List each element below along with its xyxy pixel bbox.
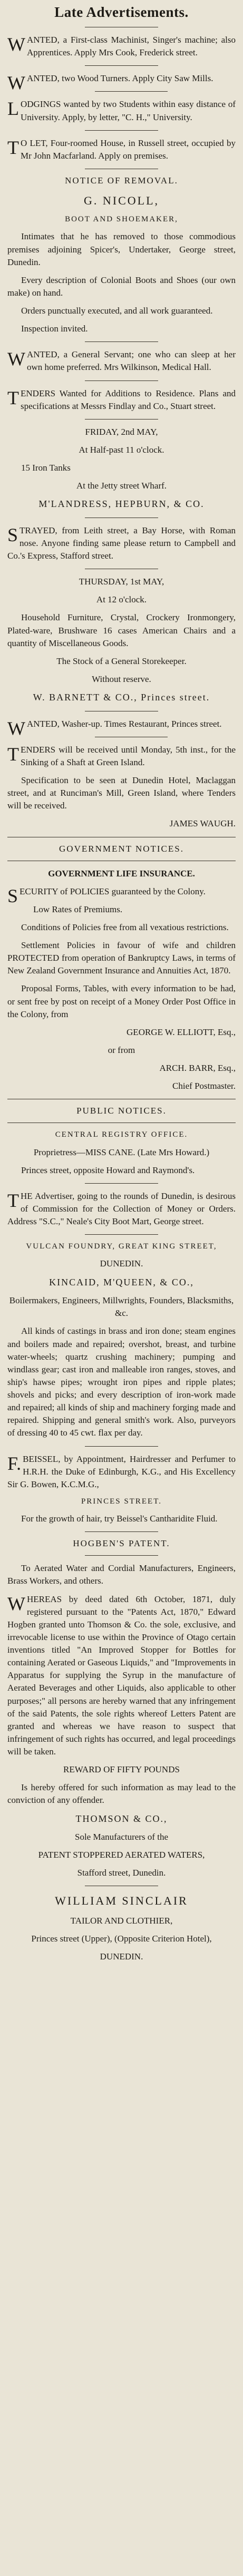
tenders-specification: Specification to be seen at Dunedin Hotel, Maclaggan street, and at Runciman's Mill, Green Island, where Tenders will be received. — [7, 775, 236, 811]
removal-orders: Orders punctually executed, and all work guaranteed. — [21, 306, 213, 316]
patent-address: Stafford street, Dunedin. — [77, 1868, 166, 1878]
tailor-place: DUNEDIN. — [100, 1951, 143, 1962]
patent-reward: REWARD OF FIFTY POUNDS — [63, 1764, 180, 1775]
registry-address: Princes street, opposite Howard and Raymond's. — [21, 1165, 195, 1175]
sale-location: At the Jetty street Wharf. — [76, 481, 167, 491]
foundry-services: All kinds of castings in brass and iron done; steam engines and boilers made and repaired; overshot, breast, and turbine water-wheels; quartz crushing machinery; pumping and windlass gear; cast iron and malleable iron ranges, stoves, and ship's hawse pipes; wrought iron pipes and ripple plates; shovels and picks; and every description of iron-work made and repaired; all kinds of ship and machinery forging made and repaired. Shipping and general smith's work. Also, purveyors of dressing 40 to 45 cwt. flax per day. — [7, 1326, 236, 1438]
registry-title: CENTRAL REGISTRY OFFICE. — [55, 1130, 188, 1139]
advertisement-column — [7, 4, 236, 1963]
divider — [85, 1555, 158, 1556]
tradesman-trade: BOOT AND SHOEMAKER, — [65, 215, 178, 224]
foundry-trades: Boilermakers, Engineers, Millwrights, Founders, Blacksmiths, &c. — [9, 1295, 234, 1319]
ad-lodgings: LODGINGS wanted by two Students within easy distance of University. Apply, by letter, "C. H.," University. — [7, 98, 236, 122]
tailor-name: WILLIAM SINCLAIR — [55, 1894, 188, 1908]
divider — [85, 1183, 158, 1184]
divider — [85, 1531, 158, 1532]
insurance-signature-2: ARCH. BARR, Esq., — [159, 1063, 236, 1073]
divider — [85, 1234, 158, 1235]
government-notices-heading: GOVERNMENT NOTICES. — [59, 843, 184, 854]
tradesman-name: G. NICOLL, — [83, 193, 160, 207]
insurance-conditions: Conditions of Policies free from all vexatious restrictions. — [21, 922, 229, 932]
patent-heading: HOGBEN'S PATENT. — [73, 1538, 170, 1549]
ad-strayed-horse: STRAYED, from Leith street, a Bay Horse, with Roman nose. Anyone finding same please return to Campbell and Co.'s Express, Stafford street. — [7, 524, 236, 561]
insurance-signature: GEORGE W. ELLIOTT, Esq., — [127, 1027, 236, 1037]
tailor-address: Princes street (Upper), (Opposite Criterion Hotel), — [31, 1933, 212, 1944]
insurance-premiums: Low Rates of Premiums. — [33, 904, 123, 914]
public-notices-heading: PUBLIC NOTICES. — [76, 1106, 167, 1116]
ad-general-servant: WANTED, a General Servant; one who can sleep at her own home preferred. Mrs Wilkinson, Medical Hall. — [7, 348, 236, 373]
foundry-firm: KINCAID, M'QUEEN, & CO., — [49, 1276, 194, 1287]
divider — [85, 341, 158, 342]
patent-firm: THOMSON & CO., — [75, 1813, 168, 1824]
auctioneer-firm: M'LANDRESS, HEPBURN, & CO. — [38, 499, 205, 510]
sale-time: At 12 o'clock. — [96, 594, 147, 605]
auctioneer-firm: W. BARNETT & CO., Princes street. — [33, 692, 210, 703]
removal-stock: Every description of Colonial Boots and Shoes (our own make) on hand. — [7, 275, 236, 298]
ad-tenders-residence: TENDERS Wanted for Additions to Residence. Plans and specifications at Messrs Findlay and Co., Stuart street. — [7, 387, 236, 411]
column-heading: Late Advertisements. — [54, 4, 189, 20]
insurance-signature-title: Chief Postmaster. — [172, 1081, 236, 1091]
patent-addressees: To Aerated Water and Cordial Manufacturers, Engineers, Brass Workers, and others. — [7, 1563, 236, 1586]
ad-commission: THE Advertiser, going to the rounds of Dunedin, is desirous of Commission for the Collection of Money or Orders. Address "S.C.," Neale's City Boot Mart, George street. — [7, 1189, 236, 1227]
hairdresser-street: PRINCES STREET. — [81, 1497, 162, 1506]
sale-items: Household Furniture, Crystal, Crockery Ironmongery, Plated-ware, Brushware 16 cases American Chairs and a quantity of Miscellaneous Goods. — [7, 612, 236, 648]
sale-date: FRIDAY, 2nd MAY, — [85, 426, 158, 437]
sale-date: THURSDAY, 1st MAY, — [79, 577, 164, 587]
hairdresser-product: For the growth of hair, try Beissel's Cantharidite Fluid. — [21, 1514, 218, 1524]
removal-notice: Intimates that he has removed to those commodious premises adjoining Spicer's, Undertaker, George street, Dunedin. — [7, 231, 236, 267]
ad-machinist: WANTED, a First-class Machinist, Singer's machine; also Apprentices. Apply Mrs Cook, Frederick street. — [7, 34, 236, 58]
registry-proprietress: Proprietress—MISS CANE. (Late Mrs Howard.) — [33, 1147, 210, 1157]
divider — [85, 130, 158, 131]
divider — [85, 1446, 158, 1447]
ad-to-let: TO LET, Four-roomed House, in Russell street, occupied by Mr John Macfarland. Apply on premises. — [7, 136, 236, 161]
tenders-signature: JAMES WAUGH. — [169, 818, 236, 829]
sale-reserve: Without reserve. — [92, 674, 151, 684]
insurance-forms: Proposal Forms, Tables, with every information to be had, or sent free by post on receipt of a Money Order Post Office in the Colony, from — [7, 983, 236, 1019]
ad-wood-turners: WANTED, two Wood Turners. Apply City Saw Mills. — [7, 72, 213, 94]
notice-heading: NOTICE OF REMOVAL. — [65, 175, 178, 186]
sale-stock: The Stock of a General Storekeeper. — [56, 656, 187, 666]
ad-tenders-shaft: TENDERS will be received until Monday, 5th inst., for the Sinking of a Shaft at Green Island. — [7, 743, 236, 767]
ad-washer-up: WANTED, Washer-up. Times Restaurant, Princes street. — [7, 717, 222, 739]
removal-inspection: Inspection invited. — [21, 324, 88, 334]
foundry-title: VULCAN FOUNDRY, GREAT KING STREET, — [26, 1242, 217, 1251]
divider — [85, 380, 158, 381]
sale-time: At Half-past 11 o'clock. — [79, 444, 164, 455]
patent-reward-terms: Is hereby offered for such information as may lead to the conviction of any offender. — [7, 1782, 236, 1806]
foundry-place: DUNEDIN. — [100, 1258, 143, 1269]
insurance-security: SECURITY of POLICIES guaranteed by the Colony. — [7, 885, 206, 906]
patent-notice: WHEREAS by deed dated 6th October, 1871, duly registered pursuant to the "Patents Act, 1870," Edward Hogben granted unto Thomson & Co. the sole, exclusive, and irrevocable license to use within the Province of Otago certain inventions titled "An Improved Stopper for Bottles for containing Aerated or Gaseous Liquids," and "Improvements in Apparatus for supplying the Syrup in the manufacture of Aerated Beverages and other Liquids, also applicable to other purposes;" all persons are hereby warned that any infringement of the said Patents, the sole rights whereof Letters Patent are granted and whereas we have reason to suspect that infringement of such rights has occurred, and legal proceedings will be taken. — [7, 1593, 236, 1757]
sale-item: 15 Iron Tanks — [21, 463, 71, 473]
divider — [95, 91, 168, 92]
tailor-trade: TAILOR AND CLOTHIER, — [70, 1915, 173, 1926]
patent-sole-makers: Sole Manufacturers of the — [74, 1832, 169, 1842]
divider — [85, 65, 158, 66]
insurance-settlement: Settlement Policies in favour of wife and children PROTECTED from operation of Bankruptcy Laws, in terms of New Zealand Government Insurance and Annuities Act, 1870. — [7, 940, 236, 976]
hairdresser-ad: F.BEISSEL, by Appointment, Hairdresser and Perfumer to H.R.H. the Duke of Edinburgh, K.G., and His Excellency Sir G. Bowen, K.C.M.G., — [7, 1452, 236, 1489]
insurance-title: GOVERNMENT LIFE INSURANCE. — [48, 868, 195, 879]
insurance-or: or from — [108, 1045, 135, 1055]
patent-product: PATENT STOPPERED AERATED WATERS, — [38, 1850, 205, 1860]
